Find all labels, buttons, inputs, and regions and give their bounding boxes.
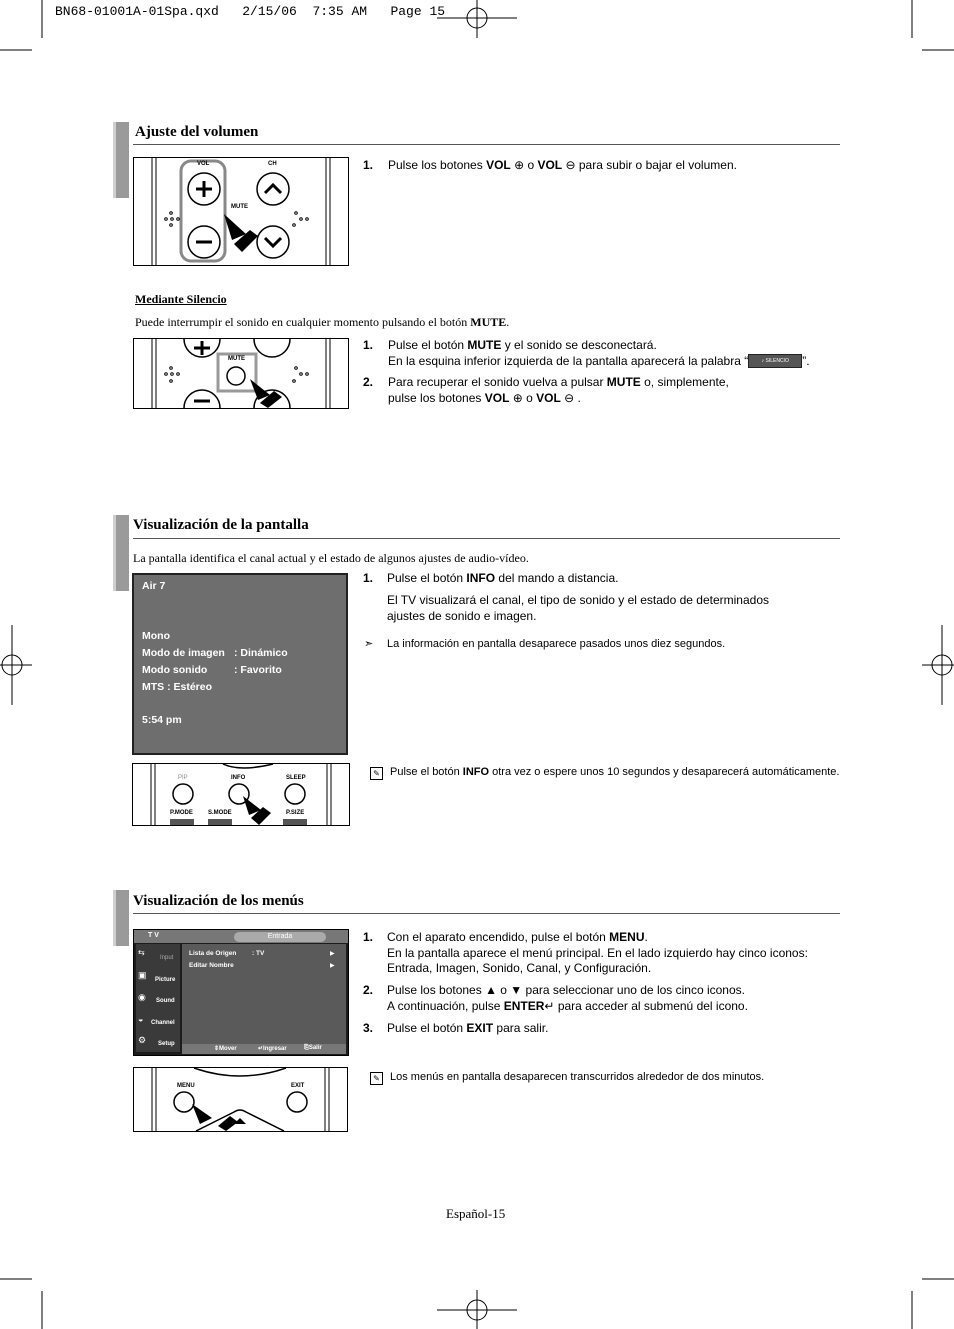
mute-intro: Puede interrumpir el sonido en cualquier momento pulsando el botón MUTE.: [135, 315, 510, 329]
section-marker: [113, 122, 129, 198]
down-triangle-icon: ▼: [510, 983, 523, 997]
remote-label-mute: MUTE: [231, 204, 248, 210]
section-marker: [113, 515, 129, 591]
minus-circle-icon: ⊖: [562, 158, 576, 172]
chevron-right-icon: ▶: [330, 963, 335, 969]
remote-label-smode: S.MODE: [208, 810, 232, 816]
section-title-volume: Ajuste del volumen: [135, 124, 259, 140]
remote-info-drawing: [133, 764, 349, 825]
menu-row-label: Lista de Origen: [189, 950, 237, 957]
mute-step2-text: Para recuperar el sonido vuelva a pulsar MUTE o, simplemente, pulse los botones VOL ⊕ o VOL ⊖ .: [388, 375, 729, 405]
channel-icon: ◒: [138, 1014, 144, 1024]
remote-illustration-mute: [133, 338, 349, 409]
osd-line-value: : Dinámico: [234, 647, 288, 659]
step-number: 1.: [363, 930, 374, 944]
menu-footer-enter: ↵Ingresar: [258, 1046, 287, 1052]
menus-step2: Pulse los botones ▲ o ▼ para seleccionar uno de los cinco iconos. A continuación, pulse ENTER↵ para acceder al submenú del icono.: [387, 983, 748, 1013]
setup-icon: ⚙: [138, 1035, 147, 1045]
enter-icon: ↵: [258, 1046, 264, 1052]
updown-icon: ⇕: [214, 1046, 220, 1052]
remote-label-pmode: P.MODE: [170, 810, 193, 816]
menu-tab-entrada: Entrada: [234, 932, 326, 942]
remote-illustration-menu: [133, 1067, 348, 1132]
osd-line-label: Modo de imagen: [142, 647, 225, 659]
step-number: 1.: [363, 571, 374, 585]
remote-label-info: INFO: [231, 775, 246, 781]
step-number: 3.: [363, 1021, 374, 1035]
mute-step1-text: Pulse el botón MUTE y el sonido se desconectará. En la esquina inferior izquierda de la pantalla aparecerá la palabra “ ♪ SILENCIO ”.: [388, 338, 810, 368]
remote-mute-drawing: [134, 339, 348, 408]
menu-row-label: Editar Nombre: [189, 962, 234, 969]
remote-label-mute: MUTE: [228, 356, 245, 362]
menu-icon-label: Channel: [151, 1020, 175, 1026]
menus-step1: Con el aparato encendido, pulse el botón MENU. En la pantalla aparece el menú principal. En el lado izquierdo hay cinco iconos: Entrada, Imagen, Sonido, Canal, y Configuración.: [387, 930, 808, 975]
main-menu-screen: [133, 929, 349, 1056]
note-icon: ✎: [370, 1072, 383, 1085]
osd-channel: Air 7: [142, 580, 166, 592]
minus-circle-icon: ⊖: [560, 390, 575, 405]
silencio-badge: ♪ SILENCIO: [748, 354, 802, 368]
section-rule: [133, 538, 840, 539]
menu-footer-exit: ⎘Salir: [304, 1045, 322, 1051]
mute-speaker-icon: ♪: [761, 358, 766, 365]
picture-icon: ▣: [138, 970, 147, 980]
osd-time: 5:54 pm: [142, 714, 182, 726]
sound-icon: ◉: [138, 992, 146, 1002]
exit-icon: ⎘: [304, 1045, 309, 1051]
remote-label-menu: MENU: [177, 1083, 195, 1089]
remote-illustration-info: [132, 763, 350, 826]
menu-footer-move: ⇕Mover: [214, 1046, 237, 1052]
display-step1-detail: El TV visualizará el canal, el tipo de sonido y el estado de determinados ajustes de sonido e imagen.: [387, 593, 770, 623]
menu-row-value: : TV: [252, 950, 265, 957]
input-icon: ⇆: [138, 948, 145, 957]
remote-label-psize: P.SIZE: [286, 810, 305, 816]
section-title-display: Visualización de la pantalla: [133, 517, 309, 533]
subheading-mute: Mediante Silencio: [135, 292, 227, 306]
section-rule: [133, 913, 840, 914]
step-text-volume: Pulse los botones VOL ⊕ o VOL ⊖ para subir o bajar el volumen.: [388, 158, 737, 172]
osd-line-value: : Favorito: [234, 664, 282, 676]
section-marker: [113, 890, 129, 946]
osd-line: MTS : Estéreo: [142, 681, 213, 693]
step-number: 2.: [363, 375, 374, 389]
remote-label-pip: PIP: [178, 775, 188, 781]
up-triangle-icon: ▲: [485, 983, 497, 997]
plus-circle-icon: ⊕: [509, 390, 523, 405]
menus-step3: Pulse el botón EXIT para salir.: [387, 1021, 549, 1035]
remote-label-sleep: SLEEP: [286, 775, 306, 781]
page-number: Español-15: [446, 1206, 506, 1221]
chevron-right-icon: ▶: [330, 951, 335, 957]
menus-note: Los menús en pantalla desaparecen transcurridos alrededor de dos minutos.: [390, 1071, 765, 1083]
menu-icon-label: Setup: [158, 1041, 175, 1047]
menu-icon-label: Input: [160, 955, 174, 961]
menu-icon-label: Picture: [155, 977, 176, 983]
menu-icon-label: Sound: [156, 998, 175, 1004]
arrow-note: La información en pantalla desaparece pasados unos diez segundos.: [387, 638, 726, 650]
remote-label-exit: EXIT: [291, 1083, 305, 1089]
file-header: BN68-01001A-01Spa.qxd 2/15/06 7:35 AM Page 15: [55, 4, 446, 19]
step-number: 1.: [363, 158, 374, 172]
info-osd-screen: [132, 573, 348, 755]
arrow-note-icon: ➣: [364, 638, 374, 650]
remote-menu-drawing: [134, 1068, 347, 1131]
menu-content-panel: [182, 944, 346, 1044]
section-title-menus: Visualización de los menús: [133, 893, 304, 909]
remote-label-vol: VOL: [197, 161, 210, 167]
remote-label-ch: CH: [268, 161, 277, 167]
remote-illustration-volume: [133, 157, 349, 266]
display-step1: Pulse el botón INFO del mando a distancia.: [387, 571, 619, 585]
remote-volume-drawing: [134, 158, 348, 265]
osd-line: Mono: [142, 630, 170, 642]
plus-circle-icon: ⊕: [510, 158, 525, 172]
menu-tab-tv: T V: [148, 932, 159, 939]
note-icon: ✎: [370, 767, 383, 780]
section-rule: [133, 144, 840, 145]
enter-icon: ↵: [544, 998, 555, 1013]
step-number: 1.: [363, 338, 374, 352]
step-number: 2.: [363, 983, 374, 997]
info-note: Pulse el botón INFO otra vez o espere unos 10 segundos y desaparecerá automáticamente.: [390, 766, 840, 778]
osd-line-label: Modo sonido: [142, 664, 208, 676]
display-intro: La pantalla identifica el canal actual y el estado de algunos ajustes de audio-vídeo.: [133, 551, 529, 565]
